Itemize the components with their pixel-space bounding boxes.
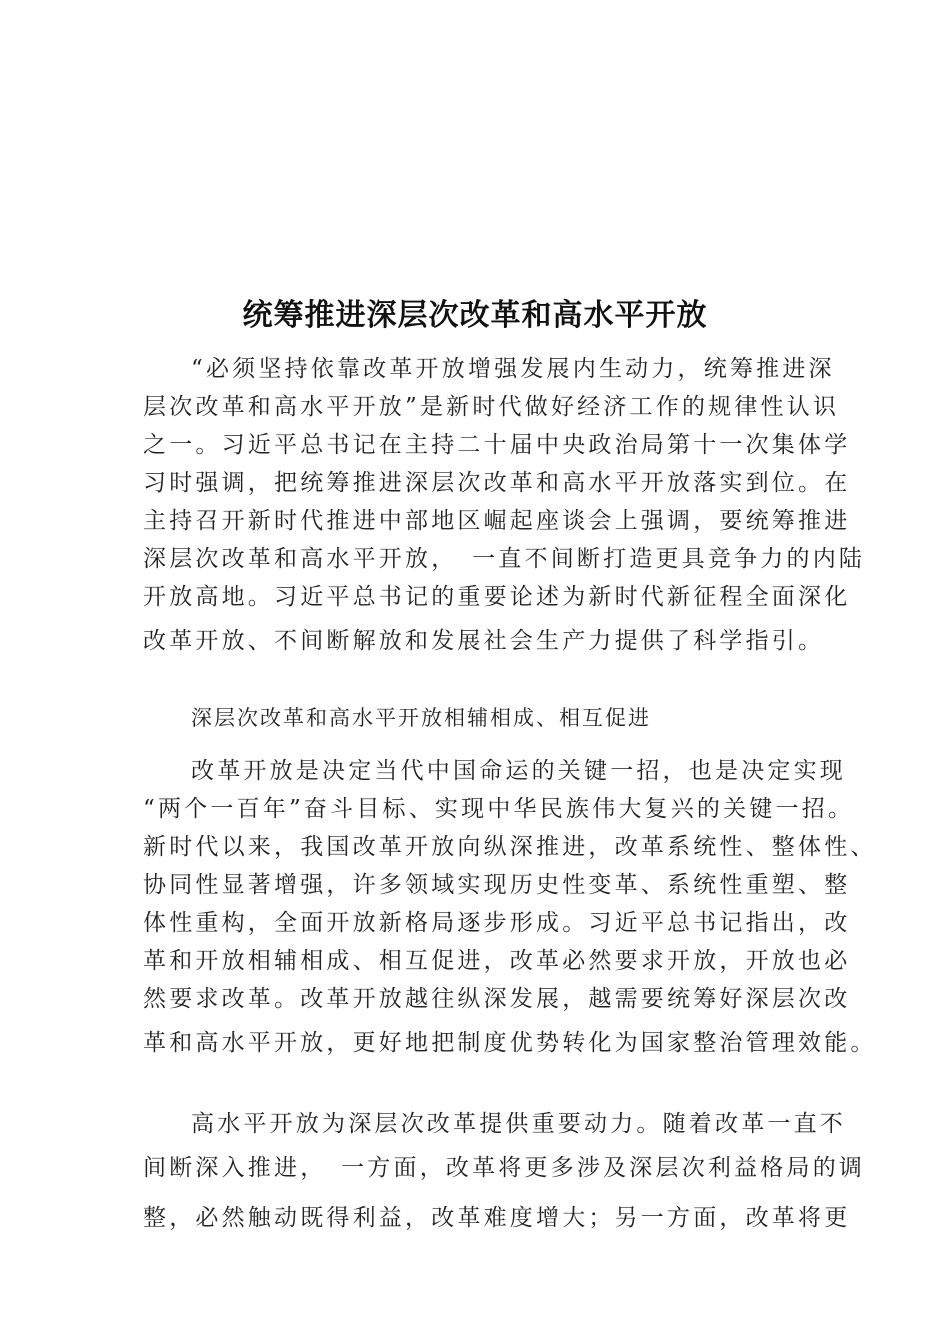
text-line: 改革开放、不间断解放和发展社会生产力提供了科学指引。 — [143, 628, 825, 654]
paragraph-reform-opening — [143, 752, 877, 1068]
text-line: 深层次改革和高水平开放， 一直不间断打造更具竞争力的内陆 — [143, 546, 866, 572]
paragraph-high-level-opening — [143, 1105, 866, 1243]
text-line: “两个一百年”奋斗目标、实现中华民族伟大复兴的关键一招。 — [143, 796, 855, 822]
text-line: 新时代以来，我国改革开放向纵深推进，改革系统性、整体性、 — [143, 834, 877, 860]
section-heading: 深层次改革和高水平开放相辅相成、相互促进 — [191, 706, 651, 730]
text-line: 协同性显著增强，许多领域实现历史性变革、系统性重塑、整 — [143, 872, 851, 898]
text-line: 革和高水平开放，更好地把制度优势转化为国家整治管理效能。 — [143, 1030, 877, 1056]
text-line: 开放高地。习近平总书记的重要论述为新时代新征程全面深化 — [143, 584, 851, 610]
text-line: “必须坚持依靠改革开放增强发展内生动力，统筹推进深 — [191, 356, 835, 382]
text-line: 习时强调，把统筹推进深层次改革和高水平开放落实到位。在 — [143, 470, 851, 496]
text-line: 体性重构，全面开放新格局逐步形成。习近平总书记指出，改 — [143, 910, 851, 936]
paragraph-intro — [143, 350, 866, 666]
text-line: 之一。习近平总书记在主持二十届中央政治局第十一次集体学 — [143, 432, 851, 458]
text-line: 间断深入推进， 一方面，改革将更多涉及深层次利益格局的调 — [143, 1155, 866, 1181]
text-line: 整，必然触动既得利益，改革难度增大；另一方面，改革将更 — [143, 1205, 851, 1231]
text-line: 然要求改革。改革开放越往纵深发展，越需要统筹好深层次改 — [143, 986, 851, 1012]
text-line: 高水平开放为深层次改革提供重要动力。随着改革一直不 — [191, 1111, 846, 1137]
text-line: 层次改革和高水平开放”是新时代做好经济工作的规律性认识 — [143, 394, 840, 420]
document-title: 统筹推进深层次改革和高水平开放 — [242, 298, 708, 333]
text-line: 主持召开新时代推进中部地区崛起座谈会上强调，要统筹推进 — [143, 508, 851, 534]
text-line: 改革开放是决定当代中国命运的关键一招，也是决定实现 — [191, 758, 846, 784]
text-line: 革和开放相辅相成、相互促进，改革必然要求开放，开放也必 — [143, 948, 851, 974]
